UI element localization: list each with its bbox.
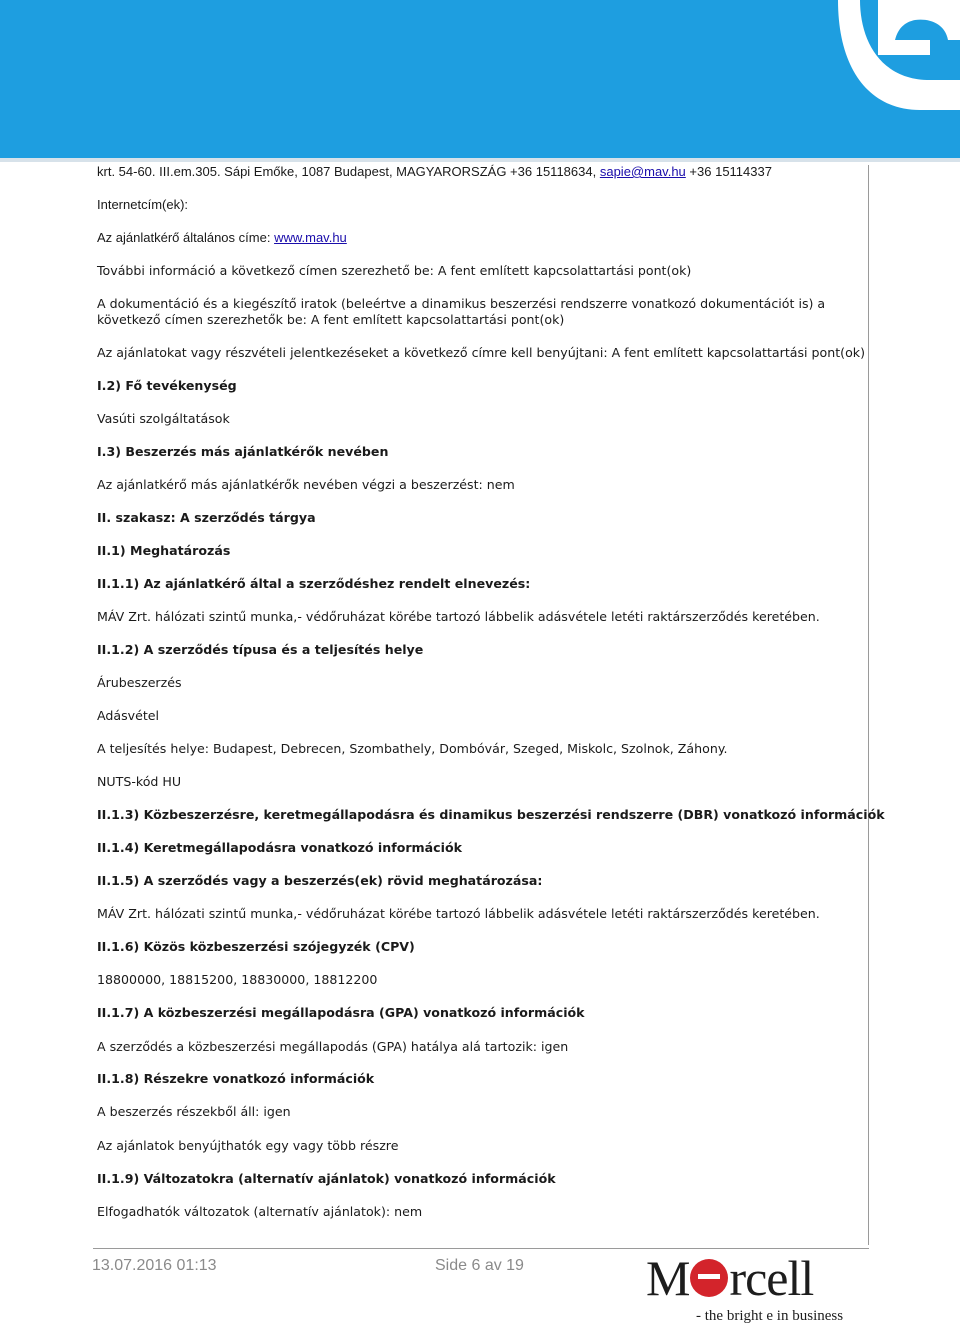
header-band [0, 0, 960, 158]
header-shadow [0, 158, 960, 162]
general-address-line [97, 230, 347, 246]
e-logo-icon [820, 0, 960, 110]
more-info-paragraph: További információ a következő címen szerezhető be: A fent említett kapcsolattartási pont(ok) [97, 263, 692, 278]
section-heading: II.1.8) Részekre vonatkozó információk [97, 1071, 375, 1086]
section-text: Az ajánlatkérő más ajánlatkérők nevében végzi a beszerzést: nem [97, 477, 515, 492]
brand-prefix: M [646, 1250, 690, 1306]
section-text: NUTS-kód HU [97, 774, 182, 789]
section-heading: I.3) Beszerzés más ajánlatkérők nevében [97, 444, 389, 459]
section-text: Vasúti szolgáltatások [97, 411, 230, 426]
section-heading: II.1.1) Az ajánlatkérő által a szerződéshez rendelt elnevezés: [97, 576, 531, 591]
section-text: A szerződés a közbeszerzési megállapodás (GPA) hatálya alá tartozik: igen [97, 1039, 569, 1054]
contact-phone: +36 15114337 [689, 164, 772, 179]
section-text: Árubeszerzés [97, 675, 182, 690]
footer-divider [93, 1248, 869, 1249]
mercell-logo [646, 1250, 813, 1306]
general-address-label: Az ajánlatkérő általános címe: [97, 230, 271, 245]
documentation-paragraph: A dokumentáció és a kiegészítő iratok (beleértve a dinamikus beszerzési rendszerre vonatkozó dokumentációt is) a következő címen szerezhetők be: A fent említett kapcsolattartási pont(ok) [97, 296, 826, 327]
section-heading: II.1) Meghatározás [97, 543, 231, 558]
contact-line [97, 164, 772, 180]
section-heading: II.1.9) Változatokra (alternatív ajánlatok) vonatkozó információk [97, 1171, 556, 1186]
section-text: MÁV Zrt. hálózati szintű munka,- védőruházat körébe tartozó lábbelik adásvétele letéti raktárszerződés keretében. [97, 906, 820, 921]
section-text: A beszerzés részekből áll: igen [97, 1104, 291, 1119]
section-heading: II.1.2) A szerződés típusa és a teljesítés helye [97, 642, 424, 657]
brand-e-icon [690, 1259, 728, 1297]
section-heading: II. szakasz: A szerződés tárgya [97, 510, 316, 525]
section-heading: II.1.6) Közös közbeszerzési szójegyzék (CPV) [97, 939, 415, 954]
brand-suffix: rcell [729, 1250, 814, 1306]
section-heading: II.1.7) A közbeszerzési megállapodásra (GPA) vonatkozó információk [97, 1005, 585, 1020]
section-text: A teljesítés helye: Budapest, Debrecen, Szombathely, Dombóvár, Szeged, Miskolc, Szolnok, Záhony. [97, 741, 728, 756]
footer-page-number: Side 6 av 19 [435, 1257, 524, 1274]
submission-paragraph: Az ajánlatokat vagy részvételi jelentkezéseket a következő címre kell benyújtani: A fent említett kapcsolattartási pont(ok) [97, 345, 865, 360]
section-heading: II.1.4) Keretmegállapodásra vonatkozó információk [97, 840, 462, 855]
section-heading: II.1.5) A szerződés vagy a beszerzés(ek) rövid meghatározása: [97, 873, 543, 888]
section-text: Az ajánlatok benyújthatók egy vagy több részre [97, 1138, 399, 1153]
brand-tagline: - the bright e in business [696, 1308, 844, 1324]
section-heading: II.1.3) Közbeszerzésre, keretmegállapodásra és dinamikus beszerzési rendszerre (DBR) vonatkozó információk [97, 807, 885, 822]
contact-address: krt. 54-60. III.em.305. Sápi Emőke, 1087 Budapest, MAGYARORSZÁG +36 15118634, [97, 164, 597, 179]
section-text: 18800000, 18815200, 18830000, 18812200 [97, 972, 378, 987]
section-text: Adásvétel [97, 708, 160, 723]
email-link[interactable]: sapie@mav.hu [599, 164, 686, 179]
section-heading: I.2) Fő tevékenység [97, 378, 237, 393]
website-link[interactable]: www.mav.hu [274, 230, 347, 245]
internet-label: Internetcím(ek): [97, 197, 189, 212]
frame-right-border [868, 165, 869, 1245]
footer-date: 13.07.2016 01:13 [92, 1257, 217, 1274]
section-text: MÁV Zrt. hálózati szintű munka,- védőruházat körébe tartozó lábbelik adásvétele letéti raktárszerződés keretében. [97, 609, 820, 624]
section-text: Elfogadhatók változatok (alternatív ajánlatok): nem [97, 1204, 423, 1219]
